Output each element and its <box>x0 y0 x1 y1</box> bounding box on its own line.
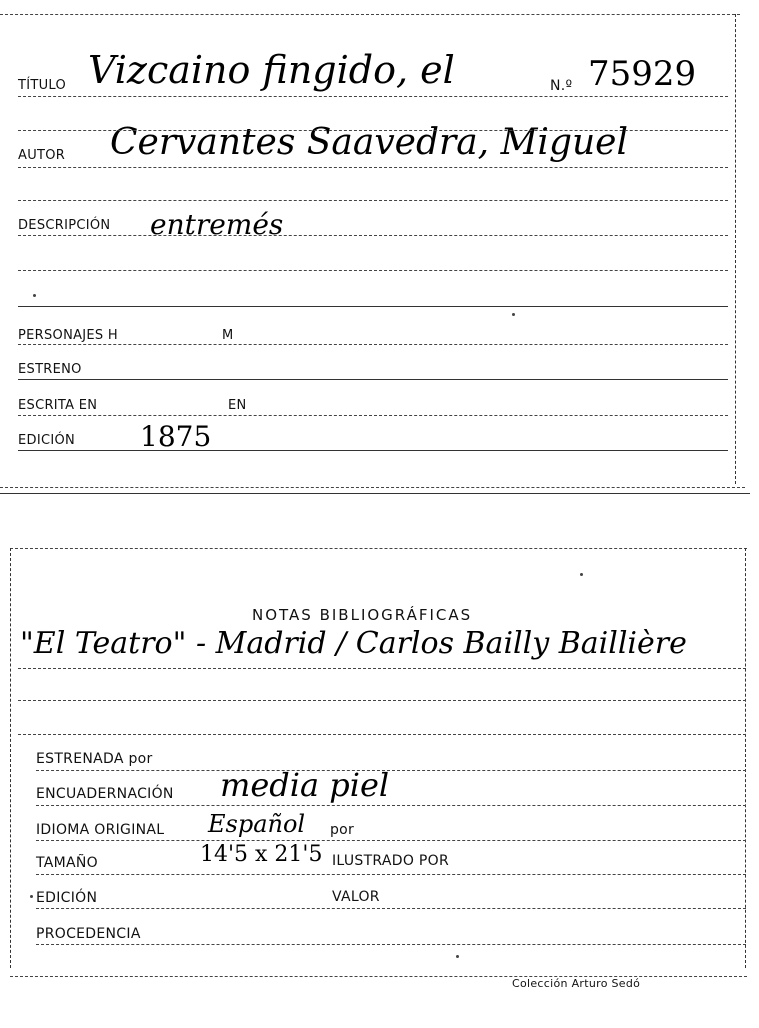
en-label: EN <box>228 398 247 413</box>
line-6 <box>18 270 728 271</box>
edicion-line <box>18 450 728 451</box>
idioma-line <box>36 840 746 841</box>
idioma-label: IDIOMA ORIGINAL <box>36 822 165 838</box>
speck <box>456 955 459 958</box>
tamano-value: 14'5 x 21'5 <box>200 842 323 867</box>
coleccion-credit: Colección Arturo Sedó <box>512 977 641 990</box>
valor-label: VALOR <box>332 889 380 905</box>
edicion-back-label: EDICIÓN <box>36 890 98 906</box>
encuadernacion-line <box>36 805 746 806</box>
card-right-border <box>745 548 746 968</box>
escrita-en-label: ESCRITA EN <box>18 398 98 413</box>
encuadernacion-label: ENCUADERNACIÓN <box>36 786 174 802</box>
personajes-h-label: PERSONAJES H <box>18 328 118 343</box>
card-left-border <box>10 548 11 968</box>
catalog-card-back <box>0 540 759 1020</box>
tamano-line <box>36 874 746 875</box>
titulo-label: TÍTULO <box>18 78 67 93</box>
edicion-label: EDICIÓN <box>18 433 76 448</box>
notas-line-2 <box>18 700 746 701</box>
estrenada-line <box>36 770 746 771</box>
titulo-value: Vizcaino fingido, el <box>88 48 455 92</box>
personajes-m-label: M <box>222 328 234 343</box>
procedencia-line <box>36 944 746 945</box>
numero-value: 75929 <box>588 54 697 94</box>
descripcion-label: DESCRIPCIÓN <box>18 218 111 233</box>
estreno-line <box>18 379 728 380</box>
procedencia-label: PROCEDENCIA <box>36 926 141 942</box>
descripcion-value: entremés <box>150 208 284 241</box>
line-7 <box>18 306 728 307</box>
autor-value: Cervantes Saavedra, Miguel <box>110 122 628 163</box>
speck <box>33 294 36 297</box>
speck <box>512 313 515 316</box>
edicion-value: 1875 <box>140 420 212 453</box>
autor-line <box>18 167 728 168</box>
estrenada-label: ESTRENADA por <box>36 751 153 767</box>
estreno-label: ESTRENO <box>18 362 82 377</box>
card-top-border <box>0 14 740 15</box>
idioma-value: Español <box>208 810 306 838</box>
notas-line-1 <box>18 668 746 669</box>
notas-title: NOTAS BIBLIOGRÁFICAS <box>252 606 473 624</box>
escrita-line <box>18 415 728 416</box>
card-bottom-border <box>0 487 745 488</box>
autor-label: AUTOR <box>18 148 66 163</box>
speck <box>580 573 583 576</box>
card-top-border <box>10 548 747 549</box>
notas-value: "El Teatro" - Madrid / Carlos Bailly Baillière <box>20 626 687 661</box>
personajes-line <box>18 344 728 345</box>
edicion-back-line <box>36 908 746 909</box>
card-right-border <box>735 14 736 484</box>
tamano-label: TAMAÑO <box>36 855 98 871</box>
line-4 <box>18 200 728 201</box>
descripcion-line <box>18 235 728 236</box>
card-bottom-edge <box>0 493 750 494</box>
ilustrado-label: ILUSTRADO POR <box>332 853 449 869</box>
line-2 <box>18 130 728 131</box>
por-label: por <box>330 822 355 838</box>
encuadernacion-value: media piel <box>220 766 390 804</box>
titulo-line <box>18 96 728 97</box>
notas-line-3 <box>18 734 746 735</box>
numero-label: N.º <box>550 78 573 94</box>
speck <box>30 895 33 898</box>
catalog-card-front <box>0 0 759 495</box>
